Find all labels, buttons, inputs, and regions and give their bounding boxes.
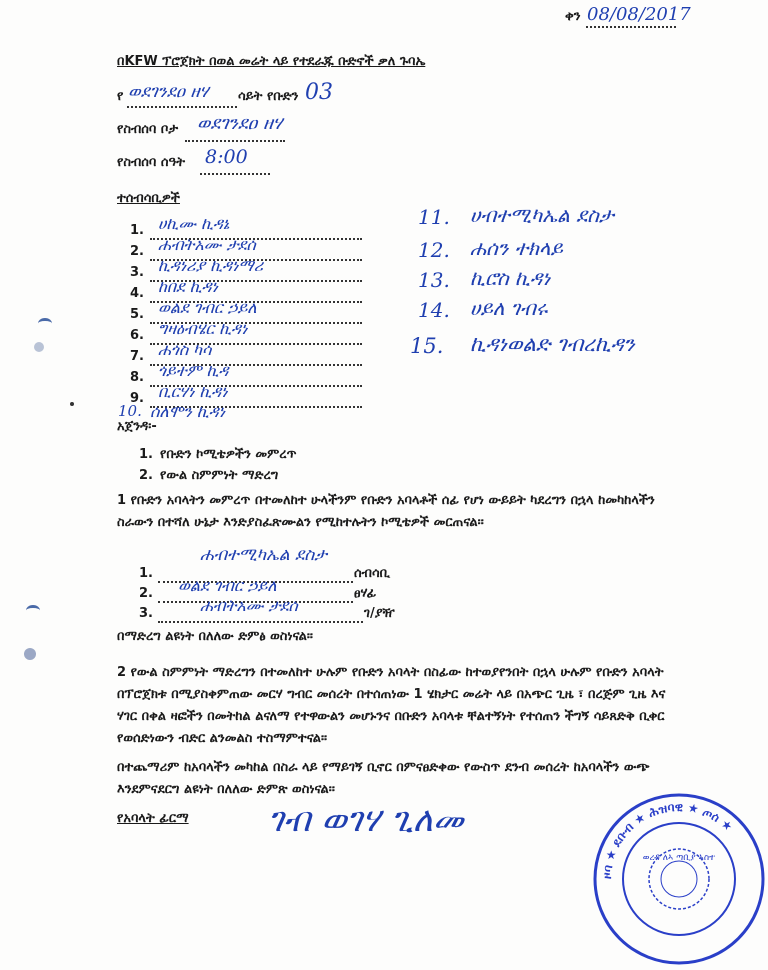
participant-name: ሰለሞን ኪዳነ — [150, 402, 225, 421]
signature-label: የአባላት ፊርማ — [117, 811, 189, 826]
committee-dots — [158, 609, 363, 623]
group-name-handwritten: ወደገንደዐ ዘሃ — [128, 82, 209, 102]
binder-mark — [38, 318, 52, 329]
participant-right-no: 14. — [418, 298, 450, 322]
date-label: ቀን — [565, 9, 581, 24]
svg-text:ዞባ ★ ደቡብ ★ ሕዝባዊ ★ ጦሰ ★ — [600, 800, 736, 879]
binder-mark — [34, 342, 44, 352]
stray-dot — [70, 402, 74, 406]
participant-right-no: 12. — [418, 238, 450, 262]
stamp-inner-text: ወረዳ ለኣ ጣቢያ ኣስተ — [642, 853, 716, 863]
participant-name: ግዛዕብሄር ኪዳነ — [158, 319, 248, 338]
group-prefix: የ — [117, 89, 124, 104]
participant-right-no: 13. — [418, 268, 450, 292]
agenda-item-no: 2. — [139, 468, 153, 483]
committee-no: 1. — [139, 566, 153, 581]
committee-name-handwritten: ሐብተሚካኤል ደስታ — [200, 545, 328, 565]
meeting-time-value: 8:00 — [205, 146, 248, 168]
stamp-outer-text: ዞባ ★ ደቡብ ★ ሕዝባዊ ★ ጦሰ ★ — [599, 799, 736, 880]
group-middle: ሳይት የቡድን — [238, 89, 299, 104]
paragraph-committee-selection: 1 የቡድን አባላትን መምረጥ በተመለከተ ሁላችንም የቡድን አባላቶች ሰፊ የሆነ ውይይት ካደረግን በኋላ ከመካከላችን ስራውን በተሻለ ሁኔታ እንድያስፈጽሙልን የሚከተሉትን ኮሚቴዎች መርጠናል፡፡ — [117, 493, 655, 530]
meeting-time-label: የስብሰባ ሰዓት — [117, 155, 185, 170]
participant-right-name: ሀይለ ገብሩ — [470, 296, 548, 320]
date-value: 08/08/2017 — [587, 4, 691, 25]
group-number-handwritten: 03 — [305, 80, 333, 105]
document-title: በKFW ፕሮጀክት በወል መሬት ላይ የተደራጁ ቡድኖች ቃለ ጉባኤ — [117, 54, 426, 69]
agenda-item-text: የውል ስምምነት ማድረግ — [160, 468, 279, 483]
committee-role: ሰብሳቢ — [354, 566, 390, 581]
participant-no: 10. — [118, 402, 142, 420]
participant-no: 7. — [130, 349, 144, 364]
committee-name-handwritten: ሐብትአሙ ታደሰ — [200, 596, 298, 615]
committee-role: ገ/ያዥ — [364, 606, 395, 621]
participant-name: ኪዳነሪያ ኪዳነማሪ — [158, 256, 264, 275]
official-stamp — [590, 790, 768, 968]
participant-name: ቢርሃነ ኪዳነ — [158, 382, 228, 401]
consensus-line: በማድረግ ልዩነት በለለው ድምፅ ወስነናል፡፡ — [117, 629, 313, 644]
participant-name: ሐጎስ ካሳ — [158, 340, 212, 359]
participant-no: 8. — [130, 370, 144, 385]
participant-right-no: 11. — [418, 205, 450, 229]
participant-no: 1. — [130, 223, 144, 238]
participant-no: 9. — [130, 391, 144, 406]
committee-name-handwritten: ወልደ ገብር ኃይለ — [178, 576, 277, 595]
date-dots — [586, 14, 676, 28]
binder-mark — [26, 605, 40, 616]
meeting-place-value: ወደገንደዐ ዘሃ — [197, 113, 283, 134]
participant-no: 4. — [130, 286, 144, 301]
committee-no: 3. — [139, 606, 153, 621]
participant-no: 2. — [130, 244, 144, 259]
participant-name: ወልደ ገብር ኃይለ — [158, 298, 257, 317]
agenda-item-no: 1. — [139, 447, 153, 462]
participant-no: 3. — [130, 265, 144, 280]
participants-heading: ተሰብሳቢዎች — [117, 191, 180, 206]
participant-right-name: ኪዳነወልድ ገብረኪዳን — [470, 332, 635, 356]
participant-right-name: ሐሰን ተክላይ — [470, 236, 563, 260]
participant-right-name: ኪሮስ ኪዳነ — [470, 266, 551, 290]
participant-right-no: 15. — [410, 334, 444, 358]
participant-name: ጎይተም ኪዳ — [158, 361, 229, 380]
participant-name: ሐብትአሙ ታደሰ — [158, 235, 256, 254]
committee-no: 2. — [139, 586, 153, 601]
participant-name: ሀኪሙ ኪዳኔ — [158, 214, 230, 233]
binder-mark — [24, 648, 36, 660]
agenda-item-text: የቡድን ኮሚቴዎችን መምረጥ — [160, 447, 297, 462]
meeting-time-dots — [200, 161, 270, 175]
participant-no: 5. — [130, 307, 144, 322]
meeting-place-label: የስብሰባ ቦታ — [117, 122, 179, 137]
meeting-place-dots — [185, 128, 285, 142]
paragraph-agreement: 2 የውል ስምምነት ማድረግን በተመለከተ ሁሉም የቡድን አባላት በስፊው ከተወያየንበት በኋላ ሁሉም የቡድን አባላት በፕሮጀክቱ በሚያስቀምጠው መርሃ ግብር መሰረት በተሰጠነው 1 ሄክታር መሬት ላይ በአጭር ጊዜ ፣ በረጅም ጊዜ እና ሃገር በቀል ዛፎችን በመትከል ልናለማ የተዋውልን መሆኑንና በቡድን አባላቱ ቸልተኝነት የተሰጠን ችግኝ ሳይጸድቅ ቢቀር የወሰድነውን ብድር ልንመልስ ተስማምተናል፡፡ — [117, 665, 666, 746]
committee-role: ፀሃፊ — [354, 586, 377, 601]
agenda-heading: አጀንዳ፡- — [117, 419, 157, 434]
group-dots — [127, 94, 237, 108]
paragraph-bylaws: በተጨማሪም ከአባላችን መካከል በስራ ላይ የማይገኝ ቢኖር በምናፀድቀው የውስጥ ደንብ መሰረት ከአባላችን ውጭ እንደምናደርግ ልዩነት በለለው ድምጽ ወስነናል፡፡ — [117, 760, 650, 797]
participant-name: ከበደ ኪዳነ — [158, 277, 218, 296]
signatures-handwritten: ገብ ወገሃ ጊለመ — [268, 800, 464, 840]
participant-right-name: ሀብተሚካኤል ደስታ — [470, 203, 614, 227]
participant-no: 6. — [130, 328, 144, 343]
